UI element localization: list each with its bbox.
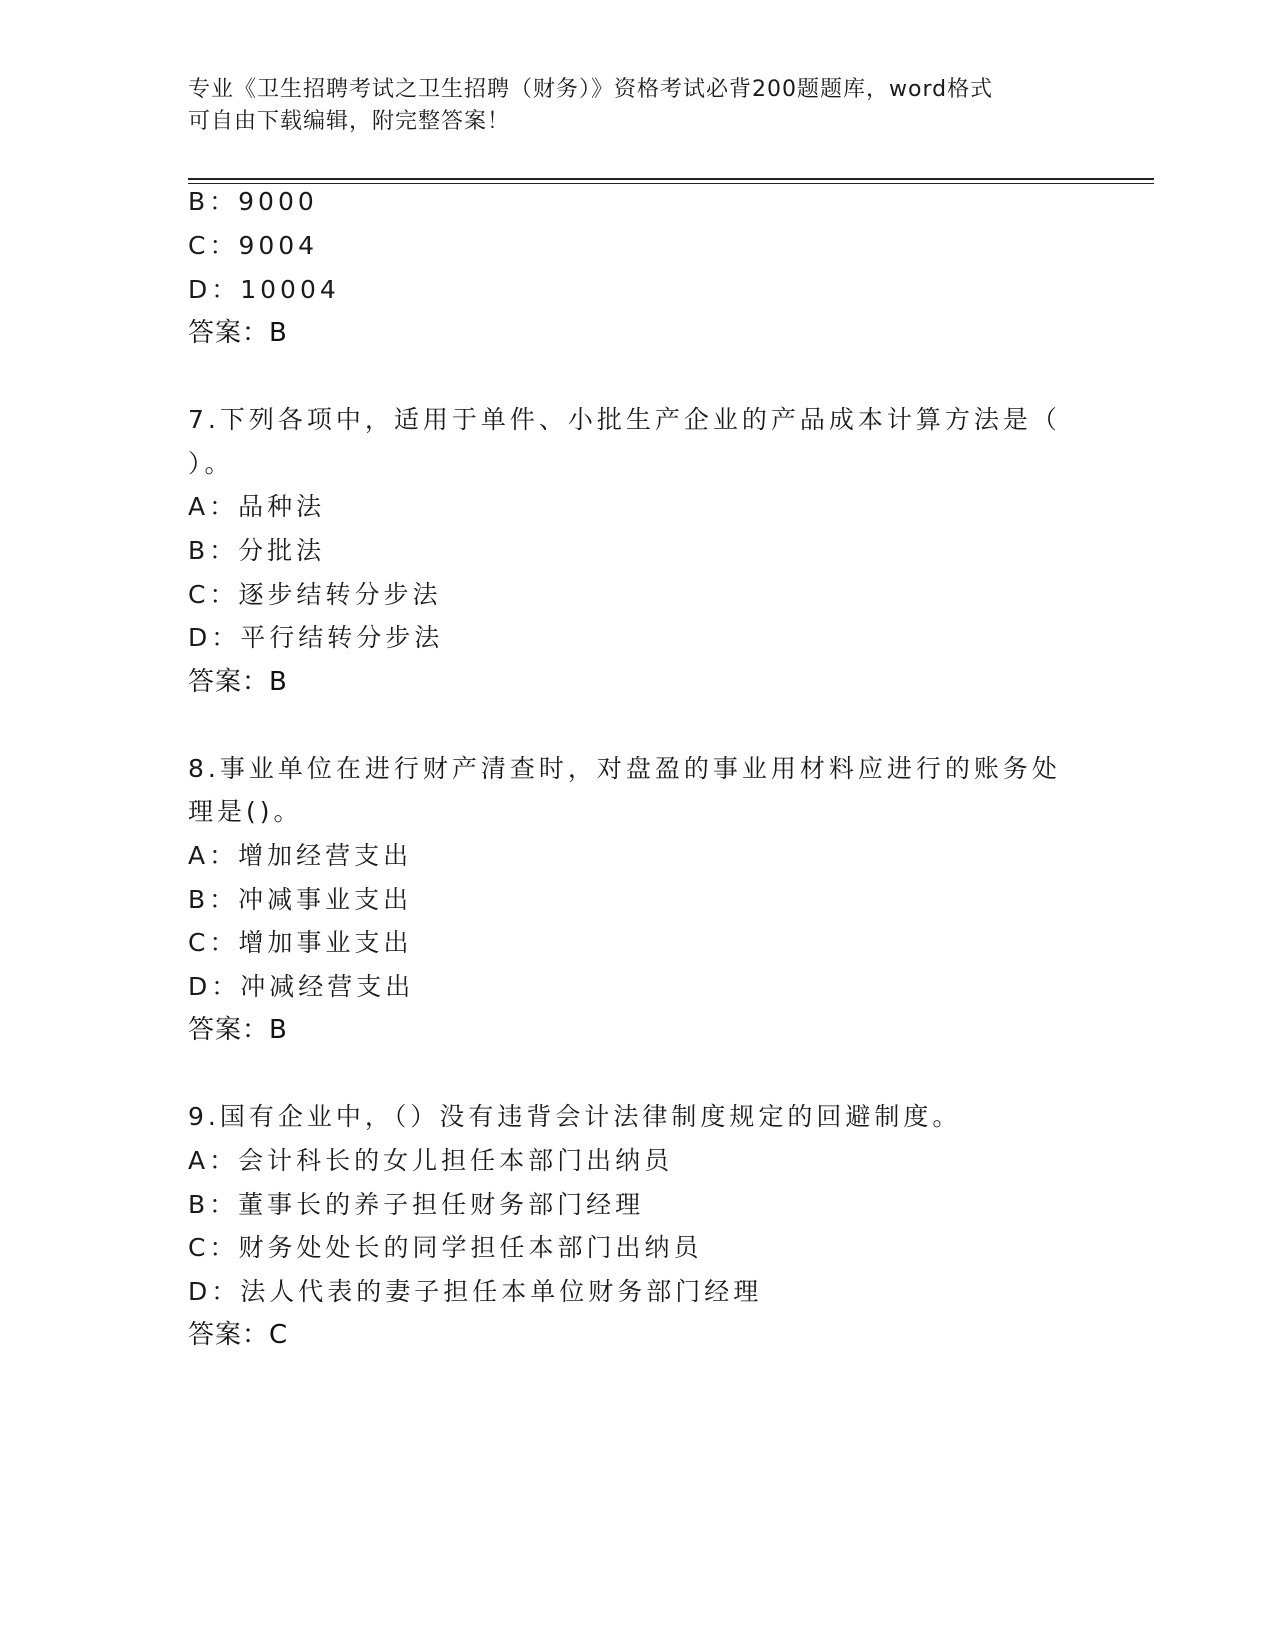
prev-option-c: C：9004 [188,231,319,260]
q7-answer: 答案：B [188,667,288,697]
q9-option-a: A：会计科长的女儿担任本部门出纳员 [188,1146,674,1175]
q9-option-d: D：法人代表的妻子担任本单位财务部门经理 [188,1277,763,1306]
q8-answer: 答案：B [188,1015,288,1045]
q8-option-d: D：冲减经营支出 [188,972,415,1001]
q9-option-c: C：财务处处长的同学担任本部门出纳员 [188,1233,703,1262]
q7-option-b: B：分批法 [188,536,326,565]
q8-option-a: A：增加经营支出 [188,841,413,870]
q8-option-b: B：冲减事业支出 [188,885,413,914]
q7-stem-line-1: 7.下列各项中，适用于单件、小批生产企业的产品成本计算方法是（ [188,405,1061,434]
q9-stem-line-1: 9.国有企业中，（）没有违背会计法律制度规定的回避制度。 [188,1102,962,1131]
q7-option-c: C：逐步结转分步法 [188,580,442,609]
q7-option-a: A：品种法 [188,492,326,521]
document-header [188,74,1068,138]
header-rule-thin [188,183,1154,184]
header-rule-thick [188,178,1154,180]
header-line-2: 可自由下载编辑，附完整答案！ [188,109,511,134]
prev-answer: 答案：B [188,318,288,348]
q7-option-d: D：平行结转分步法 [188,623,444,652]
q8-stem-line-1: 8.事业单位在进行财产清查时，对盘盈的事业用材料应进行的账务处 [188,754,1061,783]
q7-stem-line-2: ）。 [188,449,234,478]
q9-answer: 答案：C [188,1320,289,1350]
q9-option-b: B：董事长的养子担任财务部门经理 [188,1190,645,1219]
q8-stem-line-2: 理是()。 [188,797,303,826]
prev-option-d: D：10004 [188,275,340,304]
header-line-1: 专业《卫生招聘考试之卫生招聘（财务）》资格考试必背200题题库，word格式 [188,77,994,102]
q8-option-c: C：增加事业支出 [188,928,413,957]
prev-option-b: B：9000 [188,187,318,216]
